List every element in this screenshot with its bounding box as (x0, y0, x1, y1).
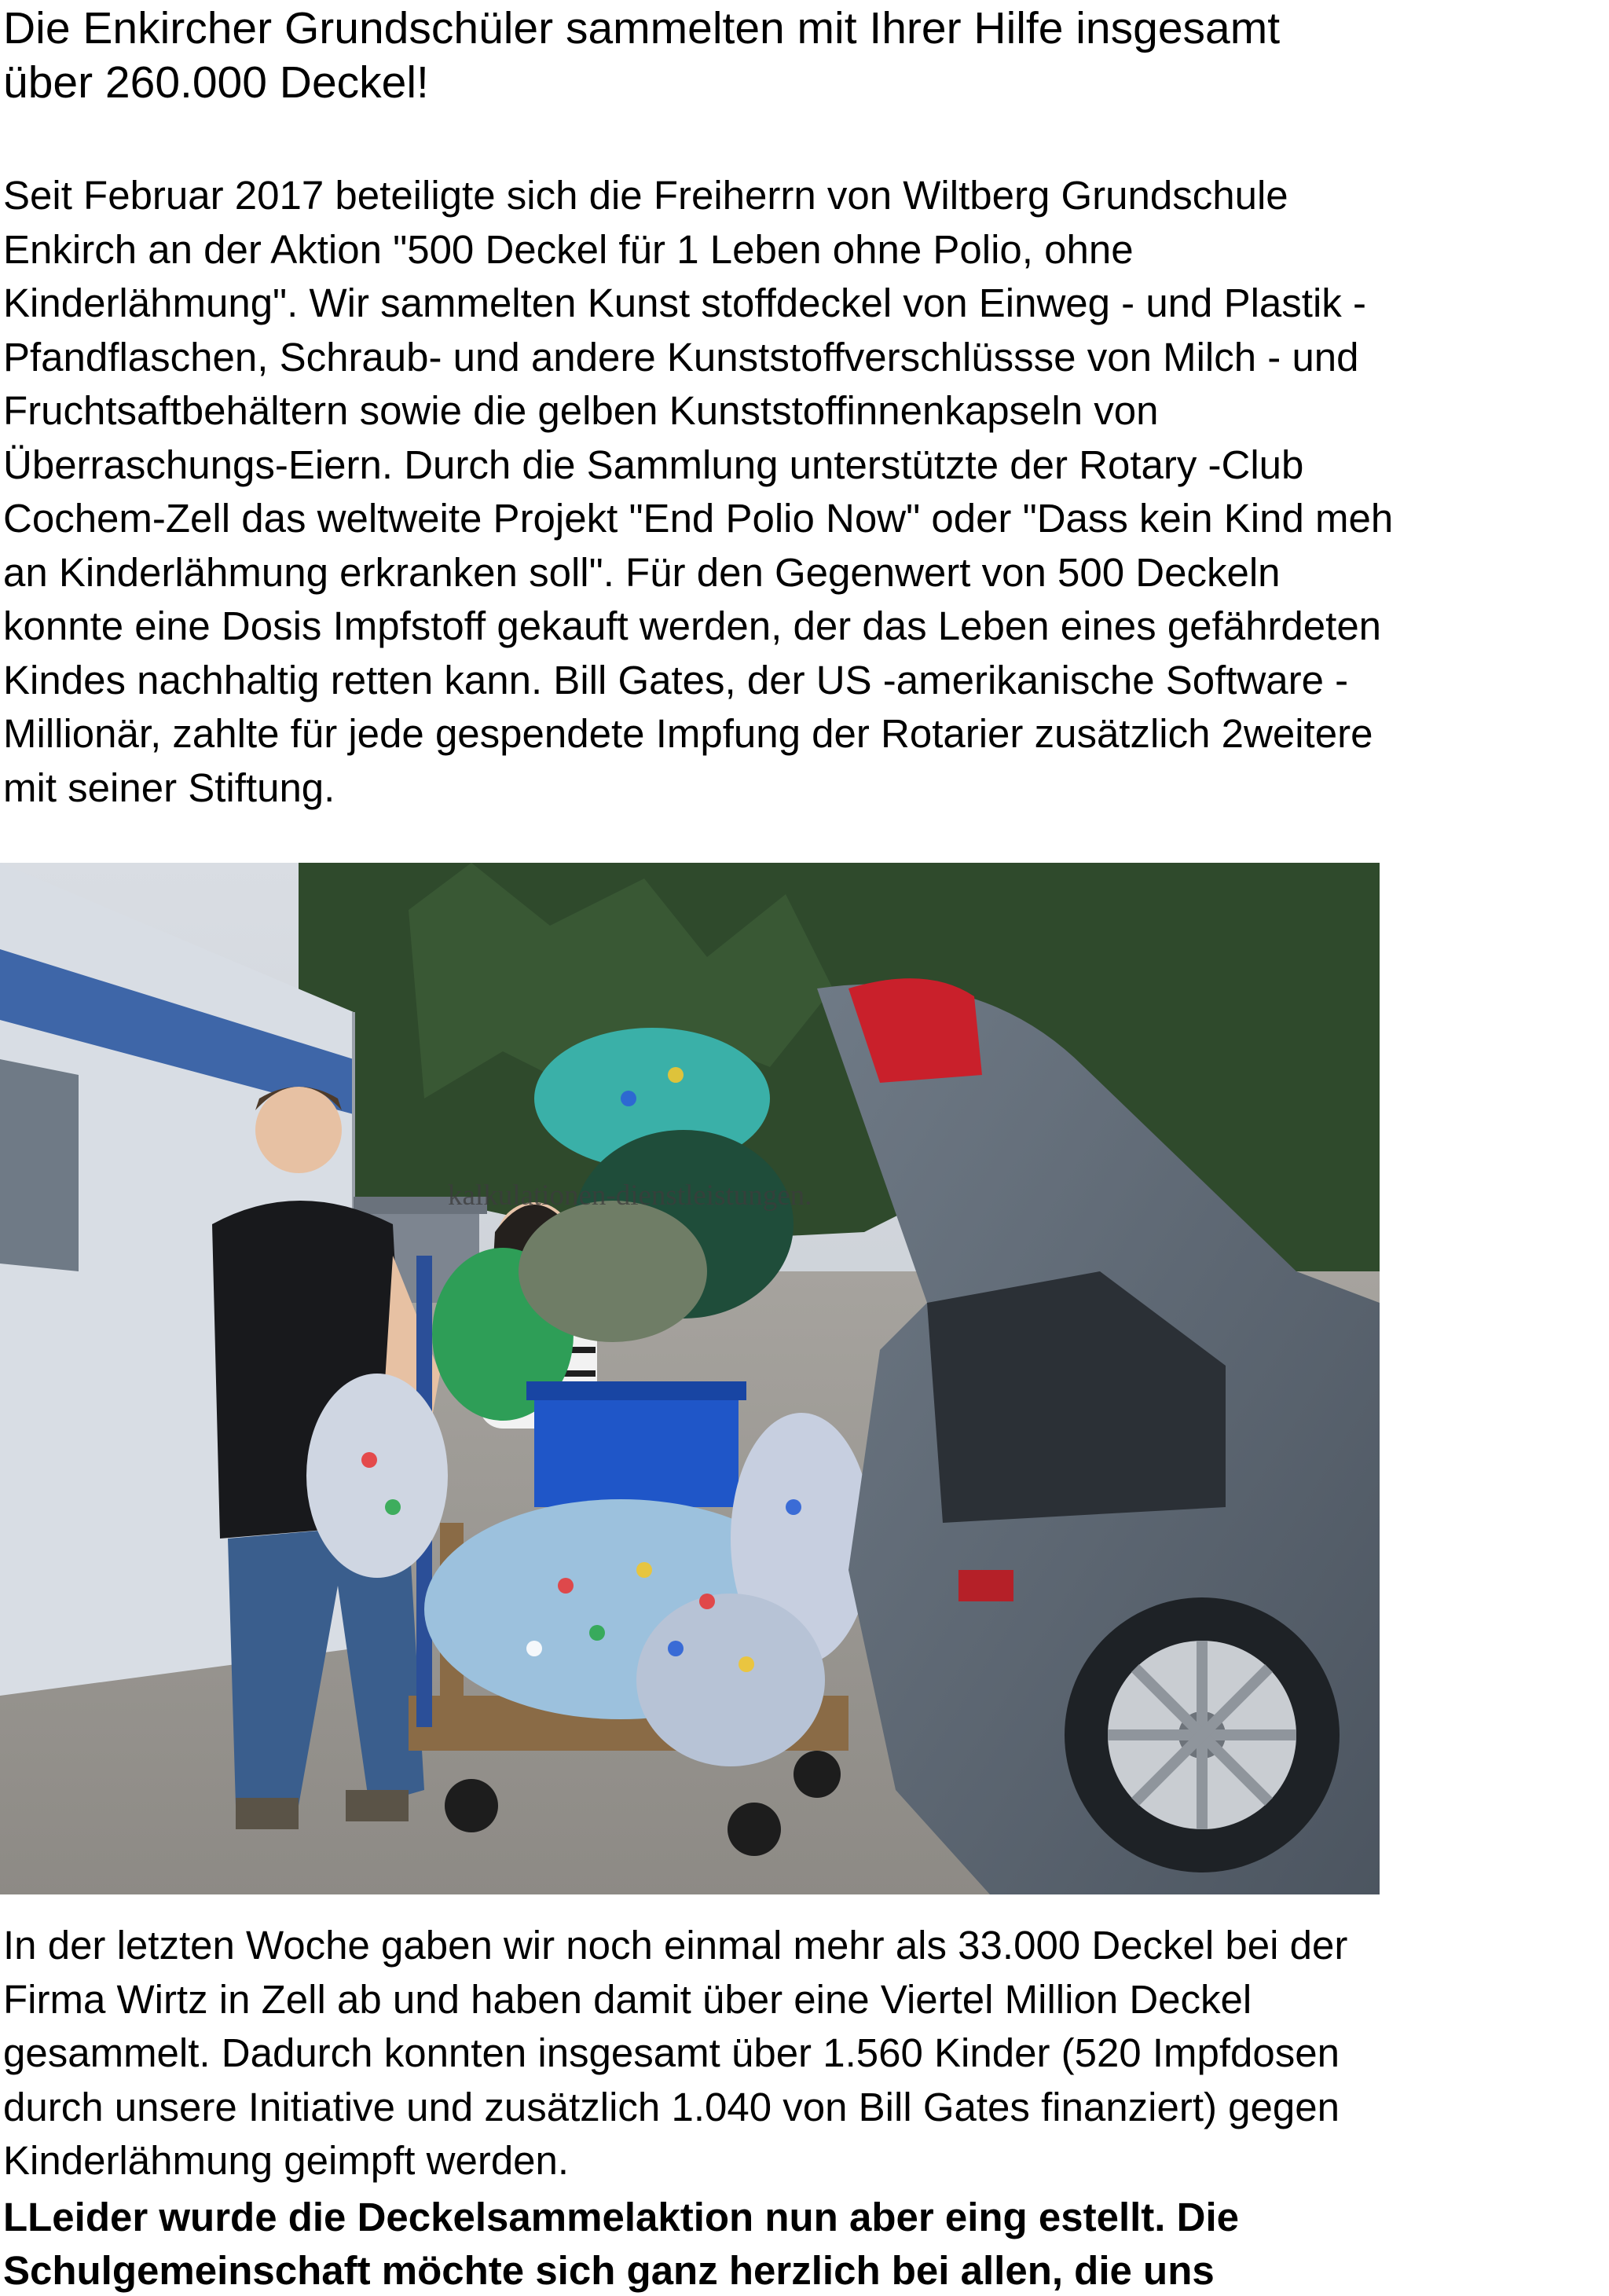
follow-up-line: durch unsere Initiative und zusätzlich 1.040 von Bill Gates finanziert) gegen (3, 2084, 1340, 2129)
headline-line: Die Enkircher Grundschüler sammelten mit Ihrer Hilfe insgesamt (3, 3, 1281, 53)
intro-line: konnte eine Dosis Impfstoff gekauft werden, der das Leben eines gefährdeten (3, 603, 1382, 648)
intro-line: Kindes nachhaltig retten kann. Bill Gates, der US -amerikanische Software - (3, 657, 1349, 702)
follow-up-line: gesammelt. Dadurch konnten insgesamt über 1.560 Kinder (520 Impfdosen (3, 2030, 1340, 2075)
intro-line: Millionär, zahlte für jede gespendete Impfung der Rotarier zusätzlich 2weitere (3, 711, 1373, 756)
article-photo (0, 863, 1380, 1894)
closing-paragraph (3, 2191, 1609, 2296)
photo-illustration (0, 863, 1380, 1894)
follow-up-line: Firma Wirtz in Zell ab und haben damit über eine Viertel Million Deckel (3, 1976, 1252, 2022)
intro-line: Fruchtsaftbehältern sowie die gelben Kunststoffinnenkapseln von (3, 388, 1159, 433)
intro-line: an Kinderlähmung erkranken soll". Für den Gegenwert von 500 Deckeln (3, 549, 1281, 595)
follow-up-line: Kinderlähmung geimpft werden. (3, 2138, 570, 2183)
headline-line: über 260.000 Deckel! (3, 57, 429, 108)
intro-line: Seit Februar 2017 beteiligte sich die Freiherrn von Wiltberg Grundschule (3, 173, 1288, 218)
intro-line: Kinderlähmung". Wir sammelten Kunst stoffdeckel von Einweg - und Plastik - (3, 281, 1366, 325)
headline (3, 2, 1598, 109)
closing-line: Schulgemeinschaft möchte sich ganz herzlich bei allen, die uns (3, 2248, 1215, 2293)
follow-up-paragraph (3, 1919, 1609, 2188)
intro-line: Enkirch an der Aktion "500 Deckel für 1 Leben ohne Polio, ohne (3, 226, 1134, 272)
intro-paragraph (3, 169, 1609, 815)
follow-up-line: In der letzten Woche gaben wir noch einmal mehr als 33.000 Deckel bei der (3, 1923, 1348, 1968)
closing-line: LLeider wurde die Deckelsammelaktion nun aber eing estellt. Die (3, 2195, 1239, 2239)
intro-line: mit seiner Stiftung. (3, 765, 335, 810)
intro-line: Überraschungs-Eiern. Durch die Sammlung unterstützte der Rotary -Club (3, 442, 1304, 487)
photo-watermark: kalkulationen-dienstleistungen. (448, 1179, 812, 1212)
intro-line: Pfandflaschen, Schraub- und andere Kunststoffverschlüssse von Milch - und (3, 334, 1359, 380)
intro-line: Cochem-Zell das weltweite Projekt "End Polio Now" oder "Dass kein Kind meh (3, 496, 1394, 541)
